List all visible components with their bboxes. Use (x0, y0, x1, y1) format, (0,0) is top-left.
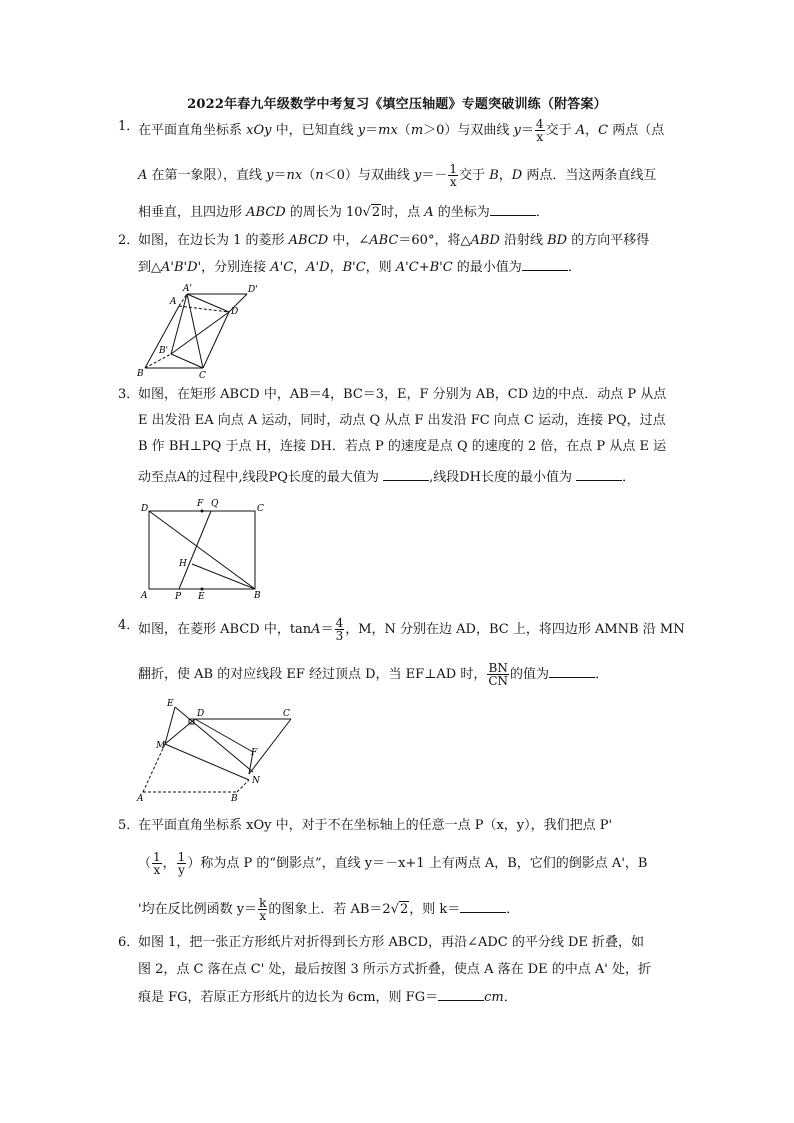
label-c: C (283, 709, 290, 719)
sqrt-symbol: √2 (390, 902, 409, 917)
answer-blank[interactable] (549, 665, 595, 678)
label-d: D (141, 504, 149, 514)
q5-number: 5． (118, 818, 140, 833)
q5-line2: （ $\frac{1}{x}$ ， $\frac{1}{y}$ ）称为点 P 的“倒影点”，直线 y＝－x+1 上有两点 A，B，它们的倒影点 A'，B (138, 850, 648, 877)
label-n: N (252, 776, 260, 786)
q1-number: 1． (118, 119, 140, 134)
q3-figure-rectangle (138, 498, 273, 602)
q4-line1: 如图，在菱形 ABCD 中，tanA＝ $\frac{4}{3}$ ，M，N 分别在边 AD，BC 上，将四边形 AMNB 沿 MN (138, 616, 685, 643)
fraction: $\frac{1}{y}$ (177, 850, 186, 877)
label-e: E (167, 699, 174, 709)
label-q: Q (211, 499, 219, 509)
q2-line1: 如图，在边长为 1 的菱形 ABCD 中，∠ABC＝60°，将△ABD 沿射线 BD 的方向平移得 (138, 233, 650, 248)
q5-line3: '均在反比例函数 y＝ $\frac{k}{x}$ 的图象上．若 AB＝2√2，则 k＝ ． (138, 896, 520, 923)
fraction: $\frac{k}{x}$ (259, 896, 267, 923)
label-a-prime: A' (183, 284, 192, 294)
answer-blank[interactable] (576, 468, 622, 481)
q3-line4: 动至点A的过程中,线段PQ长度的最大值为 ,线段DH长度的最小值为 ． (138, 470, 636, 485)
q3-line3: B 作 BH⊥PQ 于点 H，连接 DH．若点 P 的速度是点 Q 的速度的 2 倍，在点 P 从点 E 运 (138, 439, 667, 454)
q2-number: 2． (118, 233, 140, 248)
q1-line2: A 在第一象限），直线 y＝nx（n＜0）与双曲线 y＝－ $\frac{1}{x}$ 交于 B，D 两点．当这两条直线互 (138, 162, 657, 189)
q6-line2: 图 2，点 C 落在点 C' 处，最后按图 3 所示方式折叠，使点 A 落在 DE 的中点 A' 处，折 (138, 962, 651, 977)
answer-blank[interactable] (460, 900, 506, 913)
fraction: $\frac{4}{x}$ (535, 117, 544, 144)
q2-figure-rhombus (135, 280, 270, 380)
page-title: 2022年春九年级数学中考复习《填空压轴题》专题突破训练（附答案） (187, 97, 607, 112)
q3-number: 3． (118, 387, 140, 402)
label-f: F (251, 748, 258, 758)
label-p: P (175, 592, 182, 602)
q2-line2: 到△A'B'D'，分别连接 A'C，A'D，B'C，则 A'C+B'C 的最小值为 ． (138, 260, 581, 275)
q6-line3: 痕是 FG，若原正方形纸片的边长为 6cm，则 FG＝ cm． (138, 990, 517, 1005)
q5-line1: 在平面直角坐标系 xOy 中，对于不在坐标轴上的任意一点 P（x，y），我们把点 P' (138, 818, 613, 833)
label-a: A (137, 794, 144, 804)
label-f: F (197, 499, 204, 509)
label-d: D (231, 307, 239, 317)
label-e: E (198, 592, 205, 602)
fraction: $\frac{1}{x}$ (449, 162, 458, 189)
q6-line1: 如图 1，把一张正方形纸片对折得到长方形 ABCD，再沿∠ADC 的平分线 DE 折叠，如 (138, 935, 645, 950)
answer-blank[interactable] (438, 988, 484, 1001)
label-b: B (254, 591, 261, 601)
q3-line2: E 出发沿 EA 向点 A 运动，同时，动点 Q 从点 F 出发沿 FC 向点 C 运动，连接 PQ，过点 (138, 413, 666, 428)
label-b: B (137, 369, 144, 379)
q4-figure-rhombus-fold (133, 692, 308, 810)
label-m: M (156, 741, 166, 751)
fraction: $\frac{4}{3}$ (335, 616, 344, 643)
label-b: B (231, 794, 238, 804)
label-a: A (141, 591, 148, 601)
label-a: A (170, 297, 177, 307)
q1-line1: 在平面直角坐标系 xOy 中，已知直线 y＝mx（m＞0）与双曲线 y＝ $\frac{4}{x}$ 交于 A，C 两点（点 (138, 117, 665, 144)
label-h: H (179, 559, 187, 569)
q1-line3: 相垂直，且四边形 ABCD 的周长为 10√2时，点 A 的坐标为 ． (138, 205, 549, 220)
q6-number: 6． (118, 935, 140, 950)
q4-number: 4． (118, 618, 140, 633)
answer-blank[interactable] (490, 203, 536, 216)
label-d-prime: D' (248, 285, 258, 295)
label-c: C (257, 504, 264, 514)
sqrt-symbol: √2 (362, 205, 381, 220)
q3-line1: 如图，在矩形 ABCD 中，AB＝4，BC＝3，E，F 分别为 AB，CD 边的中点．动点 P 从点 (138, 387, 667, 402)
label-b-prime: B' (159, 346, 169, 356)
fraction: $\frac{1}{x}$ (153, 850, 161, 877)
q4-line2: 翻折，使 AB 的对应线段 EF 经过顶点 D，当 EF⊥AD 时， $\frac{BN}{CN}$ 的值为 ． (138, 661, 609, 688)
label-c: C (199, 371, 206, 380)
answer-blank[interactable] (522, 258, 568, 271)
label-d: D (197, 709, 205, 719)
fraction: $\frac{BN}{CN}$ (488, 661, 509, 688)
answer-blank[interactable] (383, 468, 429, 481)
